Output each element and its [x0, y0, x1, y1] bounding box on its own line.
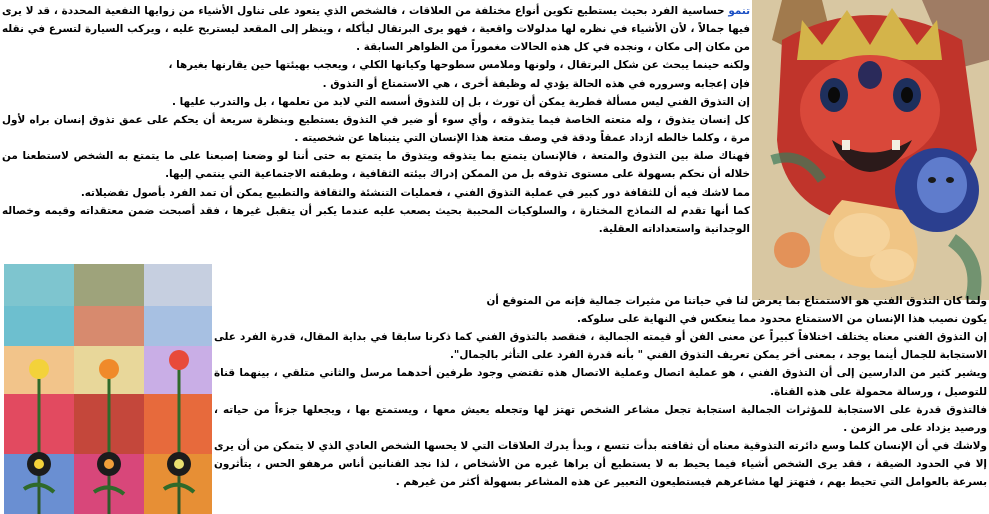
paragraph: ولكنه حينما يبحث عن شكل البرتقال ، ولونها وملامس سطوحها وكيانها الكلي ، ويعجب بهيئتها حين يقارنها بغيرها ، — [168, 59, 750, 72]
flowers-painting-image — [4, 264, 212, 514]
paragraph: إن التذوق الفني ليس مسألة فطرية يمكن أن تورث ، بل إن للتذوق أسسه التي لابد من تعلمها ، بل والتدرب عليها . — [172, 95, 750, 108]
article-text-middle — [214, 292, 987, 310]
paragraph: ولما كان التذوق الفني هو الاستمتاع بما يعرض لنا في حياتنا من مثيرات جمالية فإنه من المتوقع أن — [486, 295, 987, 307]
paragraph: كل إنسان يتذوق ، وله متعته الخاصة فيما يتذوقه ، وأي سوء أو ضير في التذوق يستطيع وبنظرة سريعة أن يحكم على عمق تذوق إنسان براه لأول مرة ، وكلما خالطه ازداد عمقاً ودقة في وصف متعة هذا الإنسان التي يتبناها عن شخصيته . — [2, 113, 750, 145]
paragraph: مما لاشك فيه أن للثقافة دور كبير في عملية التذوق الفني ، فعمليات التنشئة والثقافة والتطبيع يمكن أن تمد الفرد بأصول تفضيلاته. — [80, 186, 750, 199]
paragraph: ولاشك في أن الإنسان كلما وسع دائرته التذوقية معناه أن ثقافته بدأت تتسع ، وبدأ يدرك العلاقات التي لا يحسها الشخص العادي الذي لا يتمكن من أن يرى إلا في الحدود الضيقة ، فقد يرى الشخص أشياء فيما يحيط به لا يستطيع أن يراها غيره من الأشخاص ، لذا نجد الفنانين أناس مرهفو الحس ، يتأثرون بسرعة بالعوامل التي تحيط بهم ، فتهتز لها مشاعرهم فيستطيعون التعبير عن هذه المشاعر بسهولة أكثر من غيرهم . — [214, 440, 987, 489]
article-text-bottom — [214, 310, 987, 492]
paragraph: فالتذوق قدرة على الاستجابة للمؤثرات الجمالية استجابة تجعل مشاعر الشخص تهتز لها وتجعله يعيش معها ، ويستمتع بها ، ويجعلها جزءاً من حياته ، ورصيد يزداد على مر الزمن . — [214, 403, 987, 434]
paragraph: يكون نصيب هذا الإنسان من الاستمتاع محدود مما ينعكس في النهاية على سلوكه. — [576, 313, 987, 325]
paragraph: فإن إعجابه وسروره في هذه الحالة يؤدي له وظيفة أخرى ، هي الاستمتاع أو التذوق . — [322, 77, 750, 90]
surreal-painting-art — [752, 0, 989, 300]
flowers-painting-art — [4, 264, 212, 514]
paragraph: إن التذوق الفني معناه يختلف اختلافاً كبيراً عن معنى الفن أو قيمته الجمالية ، فنقصد بالتذوق الفني كما ذكرنا سابقا في بداية المقال، قدرة الفرد على الاستجابة للجمال أينما يوجد ، بمعنى أخر يمكن تعريف التذوق الفني " بأنه قدرة الفرد على التأثر بالجمال". — [214, 331, 987, 362]
article-text-top — [2, 2, 750, 238]
lead-word: تنمو — [728, 5, 750, 17]
paragraph: فهناك صلة بين التذوق والمتعة ، فالإنسان يتمتع بما يتذوقه ويتذوق ما يتمتع به حتى أننا لو وضعنا إصبعنا على ما يتمتع به الشخص لاستطعنا من خلاله أن نحكم بسهولة على مستوى تذوقه بل من الممكن إدراك بيئته الثقافية ، وطبقته الاجتماعية التي ينتمي إليها. — [2, 150, 750, 181]
paragraph — [2, 2, 750, 56]
paragraph-text: حساسية الفرد بحيث يستطيع تكوين أنواع مختلفة من العلاقات ، فالشخص الذي يتعود على تناول الأشياء من زوايها النفعية المحددة ، قد لا يرى فيها جمالاً ، لأن الأشياء في نظره لها مدلولات واقعية ، فهو يرى البرتقال ليأكله ، وينظر إلى المقعد ليستريح عليه ، ويركب السيارة لتسرع في نقله من مكان إلى مكان ، ونجده في كل هذه الحالات مغموراً من الظواهر السابقة . — [2, 5, 750, 54]
paragraph: كما أنها تقدم له النماذج المختارة ، والسلوكيات المحببة بحيث يصعب عليه عندما يكبر أن يتقبل غيرها ، فقد أصبحت ضمن معتقداته وقيمه وخصاله الوجدانية واستعداداته العقلية. — [2, 204, 750, 235]
surreal-painting-image — [752, 0, 989, 300]
paragraph: ويشير كثير من الدارسين إلى أن التذوق الفني ، هو عملية اتصال وعملية الاتصال هذه تقتضي وجود طرفين أحدهما مرسل والثاني متلقي ، بينهما قناة للتوصيل ، ورسالة محمولة على هذه القناة. — [214, 367, 987, 398]
